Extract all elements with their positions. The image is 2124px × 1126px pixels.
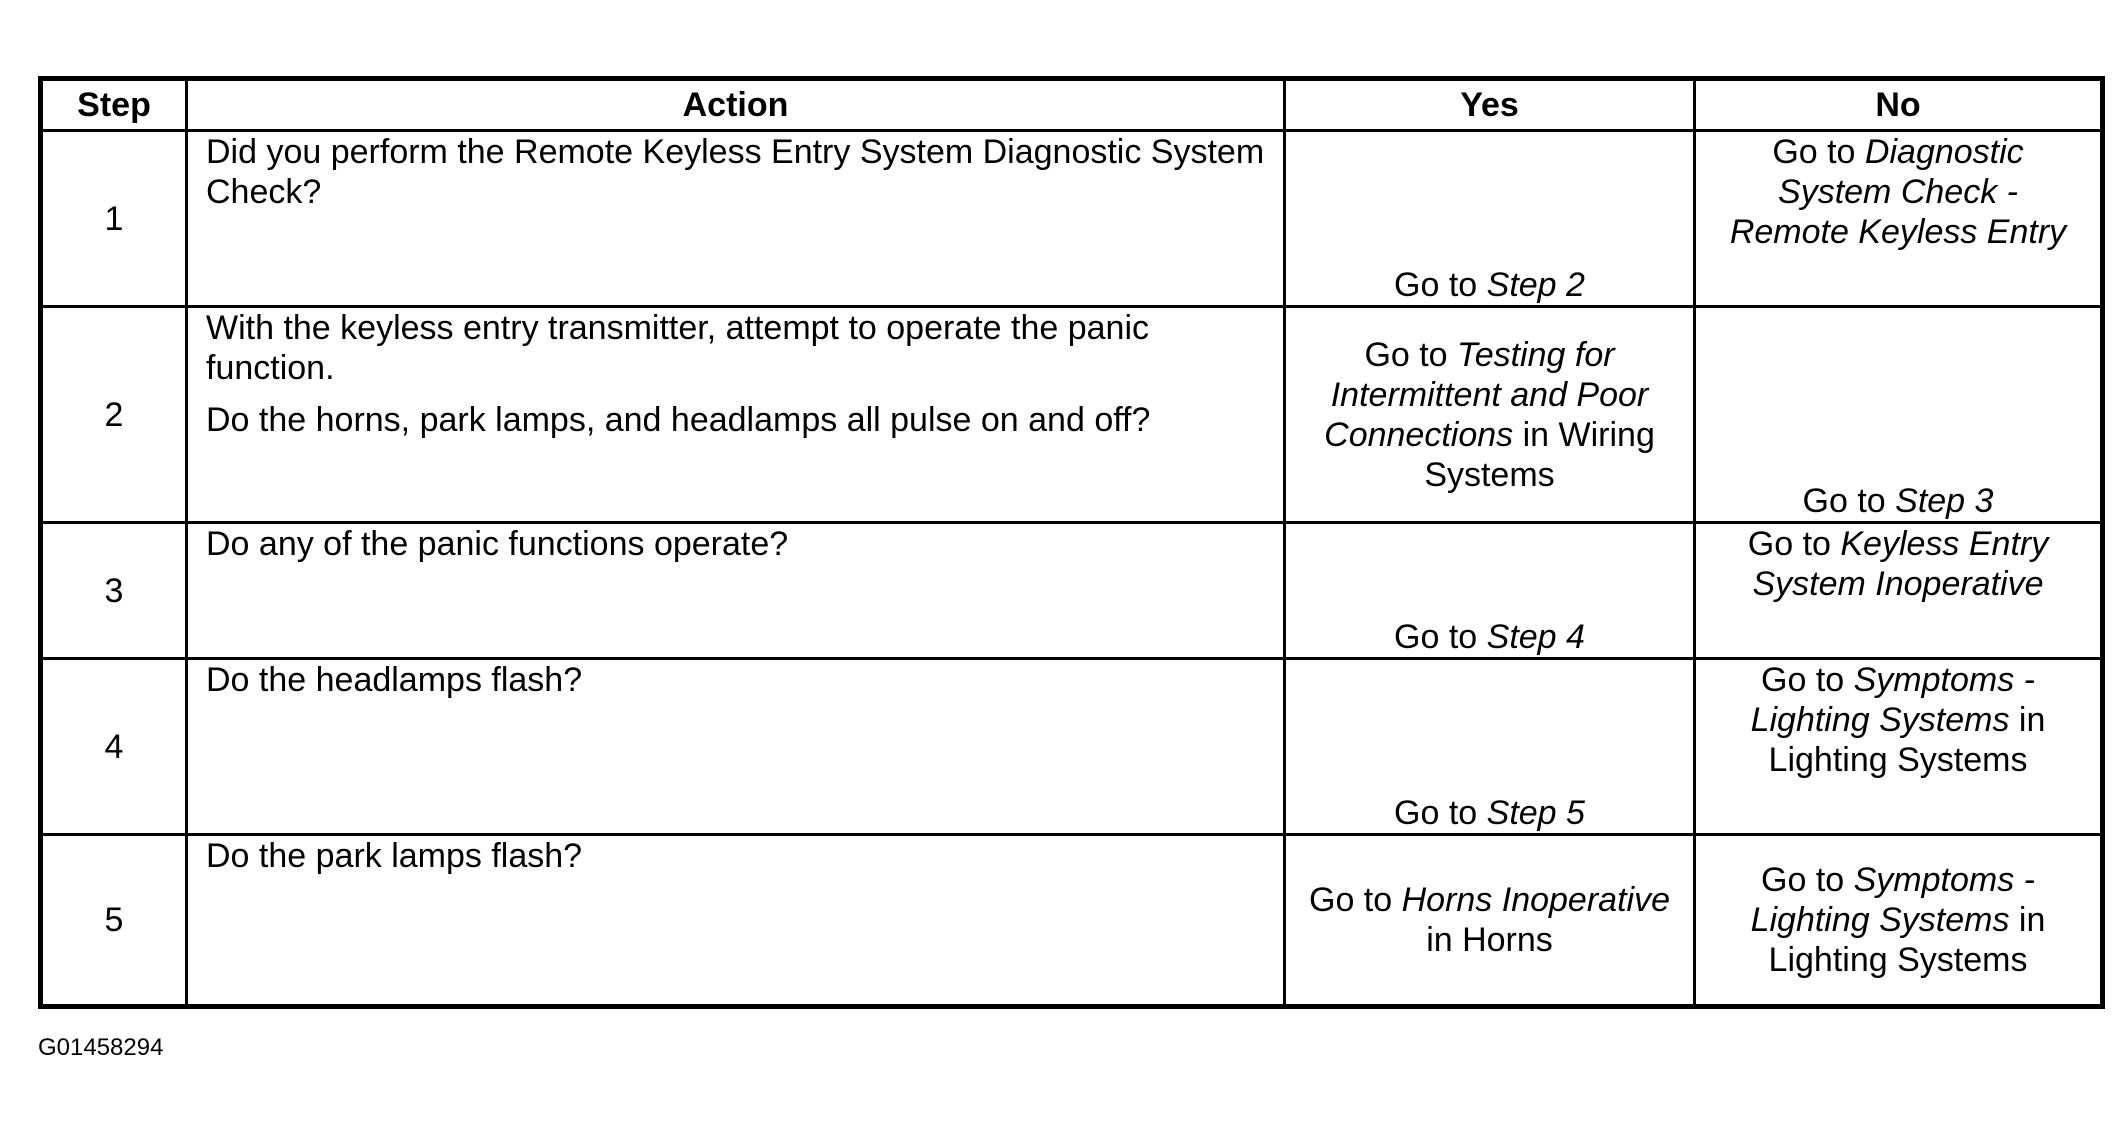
no-link[interactable]: Symptoms - Lighting Systems — [1750, 861, 2035, 939]
yes-link[interactable]: Horns Inoperative — [1401, 881, 1670, 919]
action-text: With the keyless entry transmitter, attempt to operate the panic function. — [206, 309, 1150, 387]
table-row — [41, 835, 2103, 1007]
no-link[interactable]: Step 3 — [1895, 482, 1994, 520]
figure-id: G01458294 — [38, 1034, 164, 1061]
action-cell — [187, 523, 1285, 659]
no-suffix: in Lighting Systems — [1768, 701, 2046, 779]
no-link[interactable]: Symptoms - Lighting Systems — [1750, 661, 2035, 739]
action-text: Did you perform the Remote Keyless Entry System Diagnostic System Check? — [206, 133, 1265, 211]
yes-prefix: Go to — [1394, 266, 1487, 304]
header-yes: Yes — [1285, 79, 1695, 131]
yes-cell — [1285, 523, 1695, 659]
no-prefix: Go to — [1802, 482, 1896, 520]
no-cell — [1695, 835, 2103, 1007]
no-prefix: Go to — [1761, 661, 1854, 699]
action-cell — [187, 307, 1285, 523]
no-cell — [1695, 307, 2103, 523]
action-text: Do the horns, park lamps, and headlamps all pulse on and off? — [206, 401, 1151, 439]
step-number: 5 — [41, 835, 187, 1007]
no-cell — [1695, 523, 2103, 659]
step-number: 2 — [41, 307, 187, 523]
yes-link[interactable]: Step 5 — [1486, 794, 1585, 832]
header-no: No — [1695, 79, 2103, 131]
yes-prefix: Go to — [1309, 881, 1402, 919]
header-step: Step — [41, 79, 187, 131]
action-cell — [187, 659, 1285, 835]
header-action: Action — [187, 79, 1285, 131]
yes-cell — [1285, 131, 1695, 307]
yes-prefix: Go to — [1364, 335, 1458, 374]
no-prefix: Go to — [1761, 861, 1854, 899]
yes-prefix: Go to — [1394, 794, 1487, 832]
yes-link[interactable]: Step 4 — [1486, 618, 1585, 656]
no-prefix: Go to — [1772, 133, 1865, 171]
no-cell — [1695, 659, 2103, 835]
no-suffix: in Lighting Systems — [1768, 901, 2046, 979]
action-cell — [187, 131, 1285, 307]
action-text: Do any of the panic functions operate? — [206, 525, 789, 563]
yes-suffix: in Horns — [1426, 921, 1553, 959]
table-row — [41, 523, 2103, 659]
table-header-row — [41, 79, 2103, 131]
no-cell — [1695, 131, 2103, 307]
no-link[interactable]: Diagnostic System Check - Remote Keyless Entry — [1729, 133, 2067, 251]
table-row — [41, 307, 2103, 523]
step-number: 4 — [41, 659, 187, 835]
no-link[interactable]: Keyless Entry System Inoperative — [1752, 525, 2049, 603]
yes-cell — [1285, 659, 1695, 835]
action-text: Do the headlamps flash? — [206, 661, 583, 699]
yes-suffix: in Wiring Systems — [1424, 415, 1655, 494]
step-number: 3 — [41, 523, 187, 659]
yes-link[interactable]: Step 2 — [1486, 266, 1585, 304]
yes-cell — [1285, 835, 1695, 1007]
action-text: Do the park lamps flash? — [206, 837, 583, 875]
action-cell — [187, 835, 1285, 1007]
table-row — [41, 659, 2103, 835]
no-prefix: Go to — [1747, 525, 1841, 563]
yes-link[interactable]: Testing for Intermittent and Poor Connections — [1324, 335, 1649, 454]
yes-cell — [1285, 307, 1695, 523]
step-number: 1 — [41, 131, 187, 307]
yes-prefix: Go to — [1394, 618, 1487, 656]
diagnostic-table — [38, 76, 2105, 1009]
table-row — [41, 131, 2103, 307]
